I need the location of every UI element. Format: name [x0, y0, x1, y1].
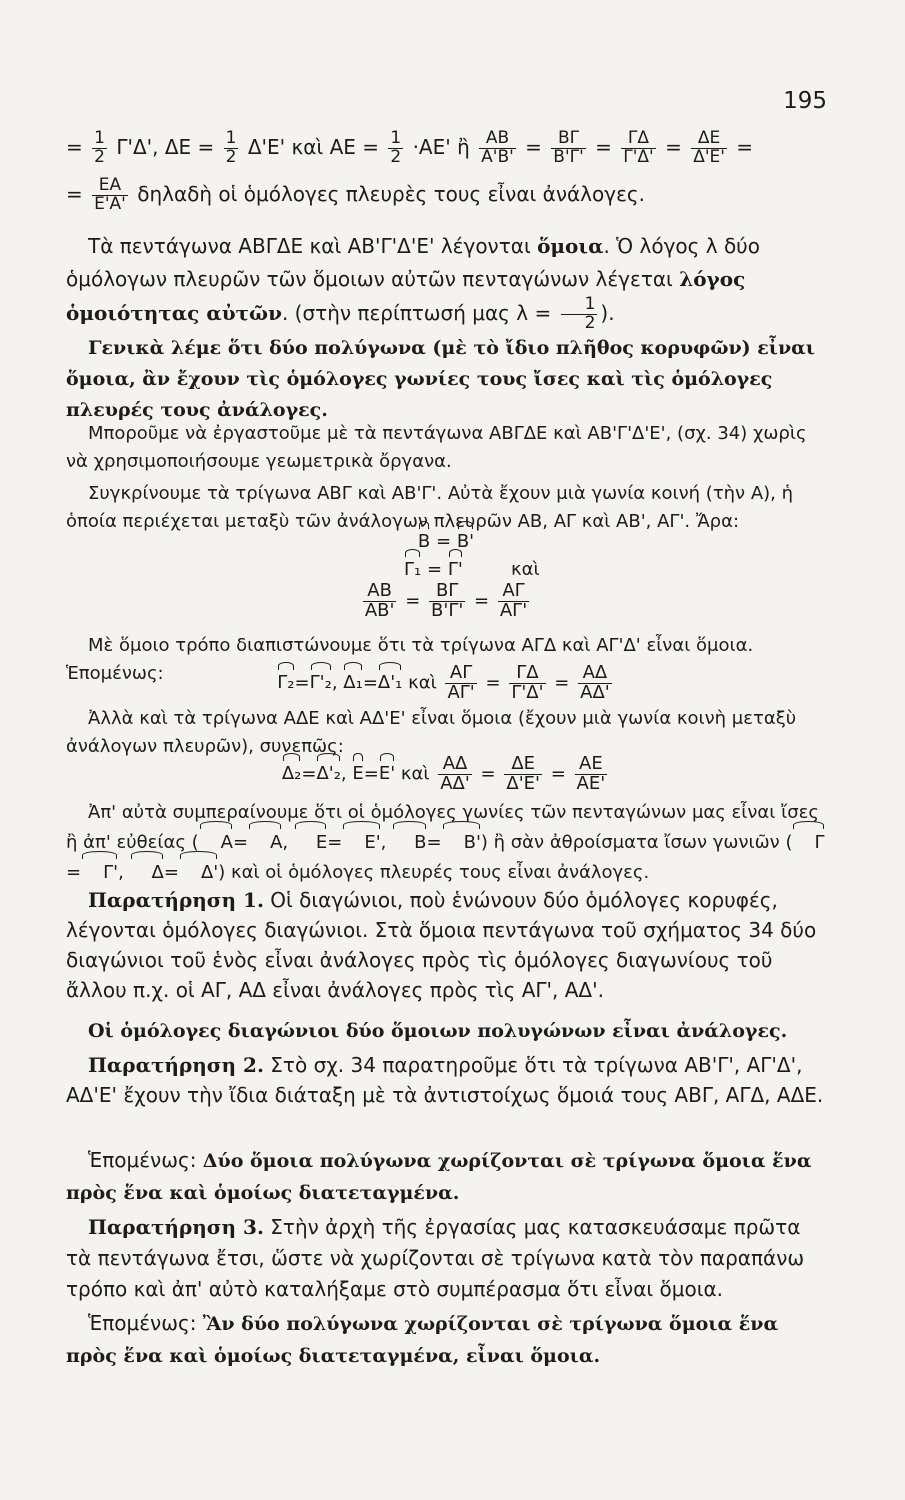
fraction: $\frac{EA}{E'A'}$ — [94, 175, 126, 214]
fraction: $\frac{1}{2}$ — [94, 128, 105, 167]
remark-1: Παρατήρηση 1. Οἱ διαγώνιοι, ποὺ ἑνώνουν δύο ὁμόλογες κορυφές, λέγονται ὁμόλογες διαγώνιοι. Στὰ ὅμοια πεντάγωνα τοῦ σχήματος 34 δύο διαγώνιοι τοῦ ἑνὸς εἶναι ἀνάλογες πρὸς τὶς ὁμόλογες διαγωνίους τοῦ ἄλλου π.χ. οἱ ΑΓ, ΑΔ εἶναι ἀνάλογες πρὸς τὶς ΑΓ', ΑΔ'. — [66, 888, 817, 1002]
fraction: $\frac{AB}{A'B'}$ — [481, 128, 514, 167]
remark-1-label: Παρατήρηση 1. — [88, 888, 264, 912]
equation-ADE: Δ₂=Δ'₂, Ε=Ε' καὶ $\frac{A\Delta}{A\Delta'}$ = $\frac{\Delta E}{\Delta'E'}$ = $\frac{AE}{AE'}$ — [281, 753, 606, 794]
paragraph-compare-triangles: Συγκρίνουμε τὰ τρίγωνα ΑΒΓ καὶ ΑΒ'Γ'. Αὐτὰ ἔχουν μιὰ γωνία κοινή (τὴν Α), ἡ ὁποία περιέχεται μεταξὺ τῶν ἀνάλογων πλευρῶν ΑΒ, ΑΓ καὶ ΑΒ', ΑΓ'. Ἄρα: — [66, 483, 794, 532]
fraction: $\frac{1}{2}$ — [225, 128, 237, 167]
equation-AGD: Γ₂=Γ'₂, Δ₁=Δ'₁ καὶ $\frac{A\Gamma}{A\Gamma'}$ = $\frac{\Gamma\Delta}{\Gamma'\Delta'}$ = $\frac{A\Delta}{A\Delta'}$ — [277, 662, 610, 703]
equation-ratios-ABG: $\frac{AB}{AB'}$ = $\frac{B\Gamma}{B'\Gamma'}$ = $\frac{A\Gamma}{A\Gamma'}$ — [364, 580, 528, 621]
paragraph-no-instruments: Μποροῦμε νὰ ἐργαστοῦμε μὲ τὰ πεντάγωνα ΑΒΓΔΕ καὶ ΑΒ'Γ'Δ'Ε', (σχ. 34) χωρὶς νὰ χρησιμοποιήσουμε γεωμετρικὰ ὄργανα. — [66, 423, 807, 472]
rule-division: Ἑπομένως: Δύο ὅμοια πολύγωνα χωρίζονται σὲ τρίγωνα ὅμοια ἕνα πρὸς ἕνα καὶ ὁμοίως διατεταγμένα. — [66, 1148, 812, 1204]
remark-3: Παρατήρηση 3. Στὴν ἀρχὴ τῆς ἐργασίας μας κατασκευάσαμε πρῶτα τὰ πεντάγωνα ἔτσι, ὥστε νὰ χωρίζονται σὲ τρίγωνα κατὰ τὸν παραπάνω τρόπο καὶ ἀπ' αὐτὸ καταλήξαμε στὸ συμπέρασμα ὅτι εἶναι ὅμοια. — [66, 1215, 805, 1301]
fraction: $\frac{AB}{AB'}$ — [364, 580, 395, 621]
paragraph-ADE-similar: Ἀλλὰ καὶ τὰ τρίγωνα ΑΔΕ καὶ ΑΔ'Ε' εἶναι ὅμοια (ἔχουν μιὰ γωνία κοινὴ μεταξὺ ἀνάλογων πλευρῶν), συνεπῶς: — [66, 708, 797, 757]
fraction: $\frac{A\Gamma}{A\Gamma'}$ — [447, 662, 475, 703]
remark-2: Παρατήρηση 2. Στὸ σχ. 34 παρατηροῦμε ὅτι τὰ τρίγωνα ΑΒ'Γ', ΑΓ'Δ', ΑΔ'Ε' ἔχουν τὴν ἴδια διάταξη μὲ τὰ ἀντιστοίχως ὅμοιά τους ΑΒΓ, ΑΓΔ, ΑΔΕ. — [66, 1053, 824, 1107]
paragraph-conclusion: Ἀπ' αὐτὰ συμπεραίνουμε ὅτι οἱ ὁμόλογες γωνίες τῶν πενταγώνων μας εἶναι ἴσες ἢ ἀπ' εὐθείας ( Α= Α, Ε= Ε', Β= Β') ἢ σὰν ἀθροίσματα ἴσων γωνιῶν ( Γ= Γ', Δ= Δ') καὶ οἱ ὁμόλογες πλευρές τους εἶναι ἀνάλογες. — [66, 798, 826, 888]
fraction: $\frac{1}{2}$ — [561, 296, 598, 333]
fraction: $\frac{\Delta E}{\Delta'E'}$ — [693, 128, 725, 167]
page-number: 195 — [783, 88, 827, 114]
remark-2-label: Παρατήρηση 2. — [88, 1053, 264, 1077]
paragraph-similar-pentagons: Τὰ πεντάγωνα ΑΒΓΔΕ καὶ ΑΒ'Γ'Δ'Ε' λέγονται ὅμοια. Ὁ λόγος λ δύο ὁμόλογων πλευρῶν τῶν ὅμοιων αὐτῶν πενταγώνων λέγεται λόγος ὁμοιότητας αὐτῶν. (στὴν περίπτωσή μας λ = $\frac{1}{2}$ ). — [66, 234, 760, 333]
rule-diagonals: Οἱ ὁμόλογες διαγώνιοι δύο ὅμοιων πολυγώνων εἶναι ἀνάλογες. — [88, 1020, 788, 1042]
equation-angle-B: Β = Β' — [66, 528, 826, 556]
fraction: $\frac{AE}{AE'}$ — [576, 753, 606, 794]
fraction: $\frac{B\Gamma}{B'\Gamma'}$ — [431, 580, 464, 621]
remark-3-label: Παρατήρηση 3. — [88, 1215, 264, 1239]
fraction: $\frac{\Delta E}{\Delta'E'}$ — [506, 753, 540, 794]
definition-similar-polygons: Γενικὰ λέμε ὅτι δύο πολύγωνα (μὲ τὸ ἴδιο πλῆθος κορυφῶν) εἶναι ὅμοια, ἂν ἔχουν τὶς ὁμόλογες γωνίες τους ἴσες καὶ τὶς ὁμόλογες πλευρές τους ἀνάλογες. — [66, 337, 815, 421]
fraction: $\frac{1}{2}$ — [390, 128, 402, 167]
fraction: $\frac{A\Delta}{A\Delta'}$ — [580, 662, 610, 703]
fraction: $\frac{\Gamma\Delta}{\Gamma'\Delta'}$ — [623, 128, 654, 167]
book-page: 195 = $\frac{1}{2}$ Γ'Δ', ΔΕ = $\frac{1}{2}$ Δ'Ε' καὶ ΑΕ = $\frac{1}{2}$ ·ΑΕ' ἢ $\frac{AB}{A'B'}$ = $\frac{B\Gamma}{B'\Gamma'}$ = $\frac{\Gamma\Delta}{\Gamma'\Delta'}$ = $\frac{\Delta E}{\Delta'E'}$ = = $\frac{EA}{E'A'}$ δηλαδὴ οἱ ὁμόλογες πλευρὲς τους εἶναι ἀνάλογες. Τὰ πεντάγωνα ΑΒΓΔΕ καὶ ΑΒ'Γ'Δ'Ε' λέγονται ὅμοια. Ὁ λόγος λ δύο ὁμόλογων πλευρῶν τῶν ὅμοιων αὐτῶν πενταγώνων λέγεται λόγος ὁμοιότητας αὐτῶν. (στὴν περίπτωσή μας λ = $\frac{1}{2}$ ). Γενικὰ λέμε ὅτι δύο πολύγωνα (μὲ τὸ ἴδιο πλῆθος κορυφῶν) εἶναι ὅμοια, ἂν ἔχουν τὶς ὁμόλογες γωνίες τους ἴσες καὶ τὶς ὁμόλογες πλευρές τους ἀνάλογες. Μποροῦμε νὰ ἐργαστοῦμε μὲ τὰ πεντάγωνα ΑΒΓΔΕ καὶ ΑΒ'Γ'Δ'Ε', (σχ. 34) χωρὶς νὰ χρησιμοποιήσουμε γεωμετρικὰ ὄργανα. Συγκρίνουμε τὰ τρίγωνα ΑΒΓ καὶ ΑΒ'Γ'. Αὐτὰ ἔχουν μιὰ γωνία κοινή (τὴν Α), ἡ ὁποία περιέχεται μεταξὺ τῶν ἀνάλογων πλευρῶν ΑΒ, ΑΓ καὶ ΑΒ', ΑΓ'. Ἄρα: Β = Β' Γ₁ = Γ' καὶ $\frac{AB}{AB'}$ = $\frac{B\Gamma}{B'\Gamma'}$ = $\frac{A\Gamma}{A\Gamma'}$ Μὲ ὅμοιο τρόπο διαπιστώνουμε ὅτι τὰ τρίγωνα ΑΓΔ καὶ ΑΓ'Δ' εἶναι ὅμοια. Ἑπομένως: Γ₂=Γ'₂, Δ₁=Δ'₁ καὶ $\frac{A\Gamma}{A\Gamma'}$ = $\frac{\Gamma\Delta}{\Gamma'\Delta'}$ = $\frac{A\Delta}{A\Delta'}$ Ἀλλὰ καὶ τὰ τρίγωνα ΑΔΕ καὶ ΑΔ'Ε' εἶναι ὅμοια (ἔχουν μιὰ γωνία κοινὴ μεταξὺ ἀνάλογων πλευρῶν), συνεπῶς: Δ₂=Δ'₂, Ε=Ε' καὶ $\frac{A\Delta}{A\Delta'}$ = $\frac{\Delta E}{\Delta'E'}$ = $\frac{AE}{AE'}$ Ἀπ' αὐτὰ συμπεραίνουμε ὅτι οἱ ὁμόλογες γωνίες τῶν πενταγώνων μας εἶναι ἴσες ἢ ἀπ' εὐθείας ( Α= Α, Ε= Ε', Β= Β') ἢ σὰν ἀθροίσματα ἴσων γωνιῶν ( Γ= Γ', Δ= Δ') καὶ οἱ ὁμόλογες πλευρές τους εἶναι ἀνάλογες. Παρατήρηση 1. Οἱ διαγώνιοι, ποὺ ἑνώνουν δύο ὁμόλογες κορυφές, λέγονται ὁμόλογες διαγώνιοι. Στὰ ὅμοια πεντάγωνα τοῦ σχήματος 34 δύο διαγώνιοι τοῦ ἑνὸς εἶναι ἀνάλογες πρὸς τὶς ὁμόλογες διαγωνίους τοῦ ἄλλου π.χ. οἱ ΑΓ, ΑΔ εἶναι ἀνάλογες πρὸς τὶς ΑΓ', ΑΔ'. Οἱ ὁμόλογες διαγώνιοι δύο ὅμοιων πολυγώνων εἶναι ἀνάλογες. Παρατήρηση 2. Στὸ σχ. 34 παρατηροῦμε ὅτι τὰ τρίγωνα ΑΒ'Γ', ΑΓ'Δ', ΑΔ'Ε' ἔχουν τὴν ἴδια διάταξη μὲ τὰ ἀντιστοίχως ὅμοιά τους ΑΒΓ, ΑΓΔ, ΑΔΕ. Ἑπομένως: Δύο ὅμοια πολύγωνα χωρίζονται σὲ τρίγωνα ὅμοια ἕνα πρὸς ἕνα καὶ ὁμοίως διατεταγμένα. Παρατήρηση 3. Στὴν ἀρχὴ τῆς ἐργασίας μας κατασκευάσαμε πρῶτα τὰ πεντάγωνα ἔτσι, ὥστε νὰ χωρίζονται σὲ τρίγωνα κατὰ τὸν παραπάνω τρόπο καὶ ἀπ' αὐτὸ καταλήξαμε στὸ συμπέρασμα ὅτι εἶναι ὅμοια. Ἑπομένως: Ἂν δύο πολύγωνα χωρίζονται σὲ τρίγωνα ὅμοια ἕνα πρὸς ἕνα καὶ ὁμοίως διατεταγμένα, εἶναι ὅμοια. — [0, 0, 905, 1500]
paragraph-AGD-similar: Μὲ ὅμοιο τρόπο διαπιστώνουμε ὅτι τὰ τρίγωνα ΑΓΔ καὶ ΑΓ'Δ' εἶναι ὅμοια. Ἑπομένως: — [66, 635, 754, 684]
ratio-line-1: = $\frac{1}{2}$ Γ'Δ', ΔΕ = $\frac{1}{2}$ Δ'Ε' καὶ ΑΕ = $\frac{1}{2}$ ·ΑΕ' ἢ $\frac{AB}{A'B'}$ = $\frac{B\Gamma}{B'\Gamma'}$ = $\frac{\Gamma\Delta}{\Gamma'\Delta'}$ = $\frac{\Delta E}{\Delta'E'}$ = — [66, 128, 754, 167]
fraction: $\frac{\Gamma\Delta}{\Gamma'\Delta'}$ — [511, 662, 544, 703]
fraction: $\frac{A\Gamma}{A\Gamma'}$ — [499, 580, 528, 621]
ratio-line-2: = $\frac{EA}{E'A'}$ δηλαδὴ οἱ ὁμόλογες πλευρὲς τους εἶναι ἀνάλογες. — [66, 175, 645, 214]
fraction: $\frac{B\Gamma}{B'\Gamma'}$ — [553, 128, 584, 167]
rule-converse: Ἑπομένως: Ἂν δύο πολύγωνα χωρίζονται σὲ τρίγωνα ὅμοια ἕνα πρὸς ἕνα καὶ ὁμοίως διατεταγμένα, εἶναι ὅμοια. — [66, 1311, 779, 1367]
fraction: $\frac{A\Delta}{A\Delta'}$ — [440, 753, 470, 794]
